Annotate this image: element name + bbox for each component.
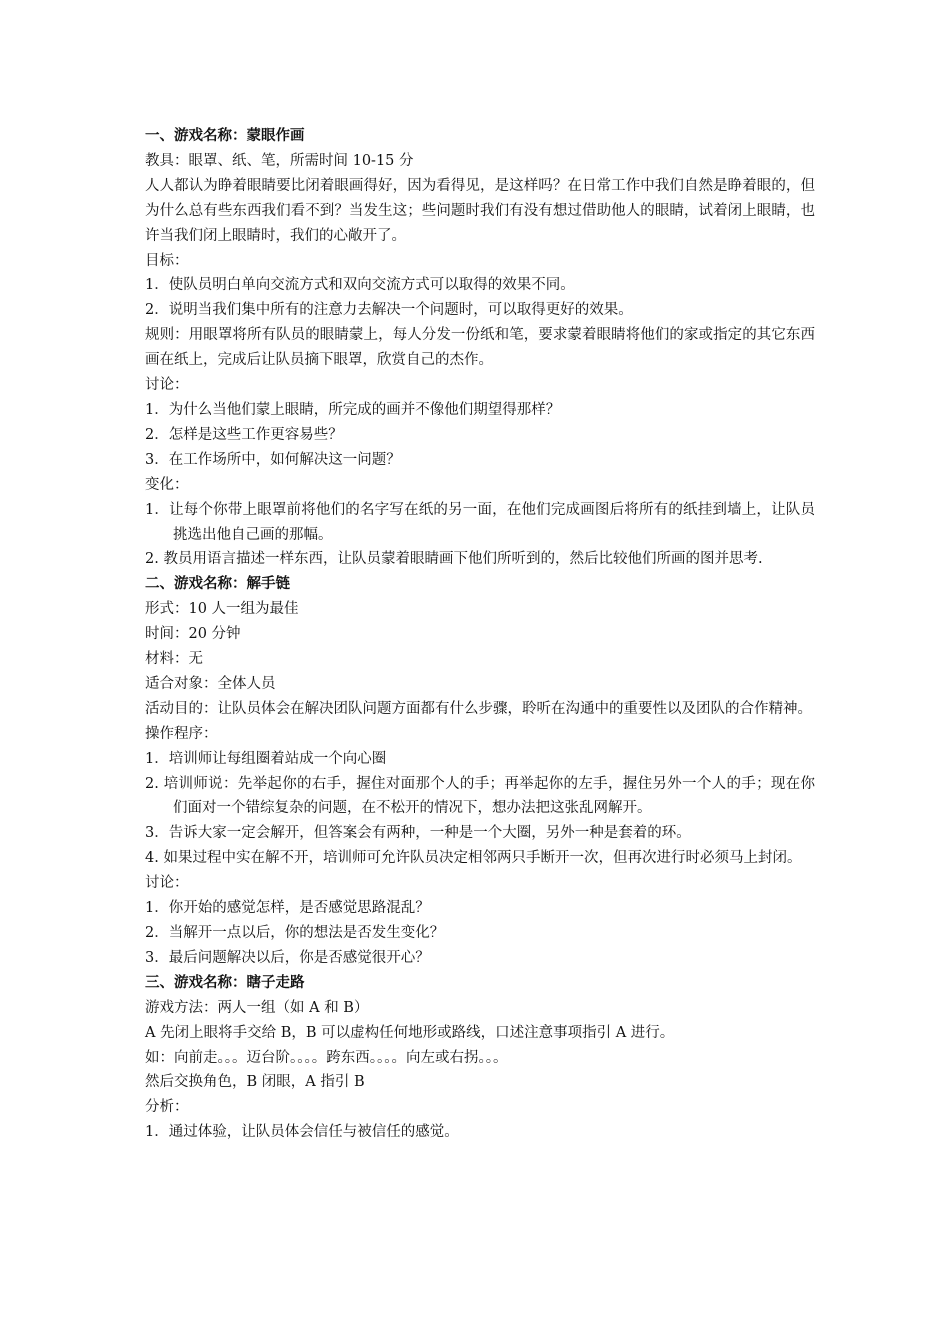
section-3-swap: 然后交换角色，B 闭眼，A 指引 B <box>145 1074 365 1091</box>
section-2-discussion-1: 1．你开始的感觉怎样，是否感觉思路混乱？ <box>145 900 430 917</box>
section-2-format: 形式：10 人一组为最佳 <box>145 601 299 618</box>
section-2-heading: 二、游戏名称：解手链 <box>145 575 290 593</box>
section-1-props: 教具：眼罩、纸、笔，所需时间 10-15 分 <box>145 152 414 169</box>
section-1-heading: 一、游戏名称：蒙眼作画 <box>145 127 305 144</box>
section-3-analysis-1: 1．通过体验，让队员体会信任与被信任的感觉。 <box>145 1124 459 1141</box>
section-2-procedure-1: 1．培训师让每组圈着站成一个向心圈 <box>145 750 387 767</box>
section-2-procedure-label: 操作程序： <box>145 725 218 742</box>
section-2-time: 时间：20 分钟 <box>145 626 241 643</box>
section-1-variation-2: 2. 教员用语言描述一样东西，让队员蒙着眼睛画下他们所听到的，然后比较他们所画的图并思考. <box>145 551 763 568</box>
section-2-materials: 材料：无 <box>145 651 203 668</box>
section-1-goal-2: 2．说明当我们集中所有的注意力去解决一个问题时，可以取得更好的效果。 <box>145 302 633 319</box>
section-2-audience: 适合对象：全体人员 <box>145 675 276 692</box>
section-2-procedure-4: 4. 如果过程中实在解不开，培训师可允许队员决定相邻两只手断开一次，但再次进行时必须马上封闭。 <box>145 850 802 867</box>
section-1-discussion-3: 3．在工作场所中，如何解决这一问题？ <box>145 451 401 468</box>
section-1-discussion-label: 讨论： <box>145 377 189 394</box>
section-1-rules: 规则：用眼罩将所有队员的眼睛蒙上，每人分发一份纸和笔，要求蒙着眼睛将他们的家或指定的其它东西画在纸上，完成后让队员摘下眼罩，欣赏自己的杰作。 <box>145 327 815 369</box>
section-2-procedure-3: 3．告诉大家一定会解开，但答案会有两种，一种是一个大圈，另外一种是套着的环。 <box>145 825 691 842</box>
section-1-variation-label: 变化： <box>145 476 189 493</box>
section-3-analysis-label: 分析： <box>145 1099 189 1116</box>
section-3-heading: 三、游戏名称：瞎子走路 <box>145 973 305 991</box>
section-2-discussion-2: 2．当解开一点以后，你的想法是否发生变化？ <box>145 925 445 941</box>
document-page <box>145 124 815 1145</box>
section-3-step-1: A 先闭上眼将手交给 B，B 可以虚构任何地形或路线，口述注意事项指引 A 进行。 <box>145 1024 675 1041</box>
section-1-goal-1: 1．使队员明白单向交流方式和双向交流方式可以取得的效果不同。 <box>145 277 575 294</box>
section-1-variation-1: 1．让每个你带上眼罩前将他们的名字写在纸的另一面，在他们完成画图后将所有的纸挂到墙上，让队员挑选出他自己画的那幅。 <box>145 501 815 543</box>
section-1-discussion-2: 2．怎样是这些工作更容易些？ <box>145 426 343 443</box>
section-2-purpose: 活动目的：让队员体会在解决团队问题方面都有什么步骤，聆听在沟通中的重要性以及团队的合作精神。 <box>145 700 812 717</box>
section-1-goal-label: 目标： <box>145 252 189 269</box>
section-2-discussion-label: 讨论： <box>145 875 189 892</box>
section-2-discussion-3: 3．最后问题解决以后，你是否感觉很开心？ <box>145 949 430 966</box>
section-1-intro: 人人都认为睁着眼睛要比闭着眼画得好，因为看得见，是这样吗？在日常工作中我们自然是睁着眼的，但为什么总有些东西我们看不到？当发生这；些问题时我们有没有想过借助他人的眼睛，试着闭上眼睛，也许当我们闭上眼睛时，我们的心敞开了。 <box>145 177 815 244</box>
section-3-example: 如：向前走。。。迈台阶。。。。跨东西。。。。向左或右拐。。。 <box>145 1049 508 1066</box>
section-3-method: 游戏方法：两人一组（如 A 和 B） <box>145 999 369 1016</box>
section-2-procedure-2: 2. 培训师说：先举起你的右手，握住对面那个人的手；再举起你的左手，握住另外一个人的手；现在你们面对一个错综复杂的问题，在不松开的情况下，想办法把这张乱网解开。 <box>145 775 815 817</box>
section-1-discussion-1: 1．为什么当他们蒙上眼睛，所完成的画并不像他们期望得那样？ <box>145 401 561 418</box>
